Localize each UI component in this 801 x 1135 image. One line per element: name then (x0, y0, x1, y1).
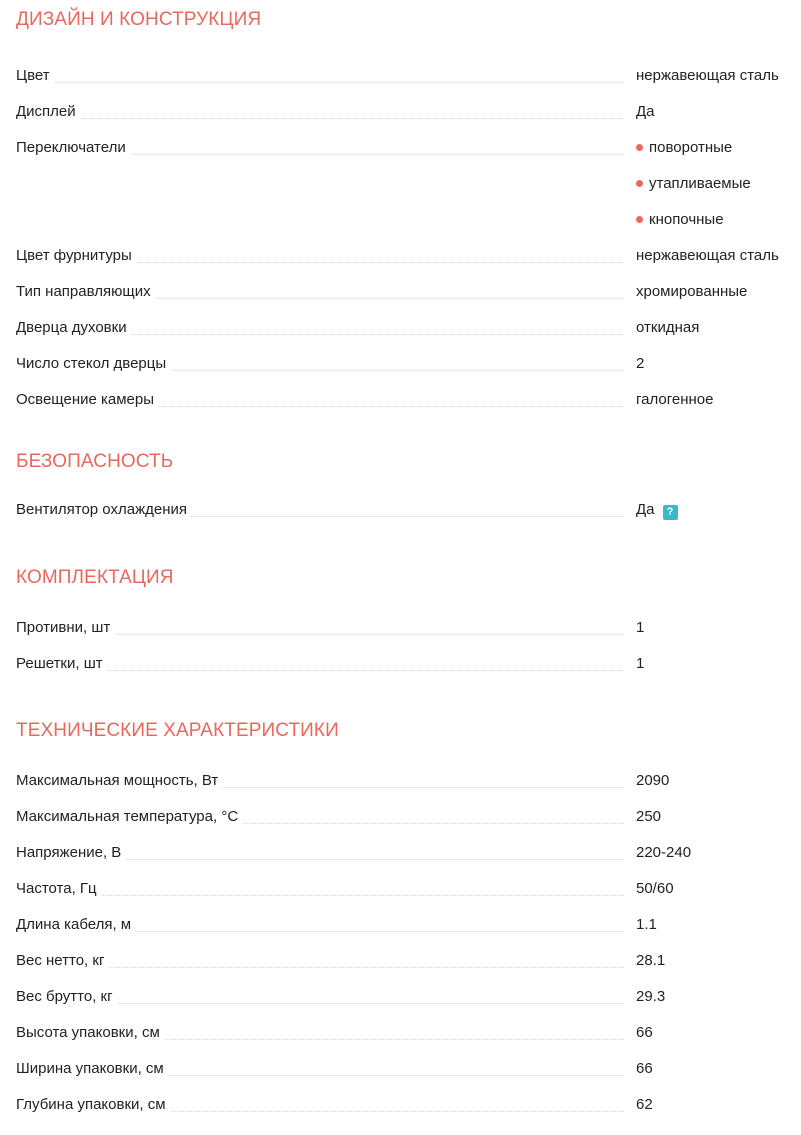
bullet-icon (636, 144, 643, 151)
switch-option (636, 166, 751, 202)
spec-label: Освещение камеры (16, 382, 158, 418)
spec-row-color (16, 58, 796, 94)
spec-label: Дисплей (16, 94, 80, 130)
spec-row-hardware (16, 238, 796, 274)
spec-value: откидная (636, 319, 700, 336)
spec-value: 28.1 (636, 952, 666, 969)
spec-label: Переключатели (16, 130, 130, 166)
spec-value: нержавеющая сталь (636, 67, 779, 84)
spec-value: 2 (636, 355, 645, 372)
spec-row-cable (16, 907, 796, 943)
spec-row-pack-width (16, 1051, 796, 1087)
spec-value: 1.1 (636, 916, 657, 933)
spec-label: Цвет фурнитуры (16, 238, 136, 274)
spec-row-power (16, 763, 796, 799)
spec-value: Да (636, 103, 655, 120)
spec-row-frequency (16, 871, 796, 907)
spec-value: 29.3 (636, 988, 666, 1005)
spec-label: Глубина упаковки, см (16, 1087, 170, 1123)
spec-row-net-weight (16, 943, 796, 979)
spec-value: 220-240 (636, 844, 692, 861)
section-title-tech: ТЕХНИЧЕСКИЕ ХАРАКТЕРИСТИКИ (16, 720, 339, 741)
spec-label: Противни, шт (16, 610, 114, 646)
spec-row-voltage (16, 835, 796, 871)
section-safety (16, 450, 796, 528)
spec-row-temp (16, 799, 796, 835)
section-title-safety: БЕЗОПАСНОСТЬ (16, 451, 174, 472)
spec-row-pack-depth (16, 1087, 796, 1123)
spec-row-door (16, 310, 796, 346)
spec-row-display (16, 94, 796, 130)
spec-value: 1 (636, 619, 645, 636)
spec-value: 66 (636, 1024, 653, 1041)
spec-value: 1 (636, 655, 645, 672)
spec-label: Вентилятор охлаждения (16, 492, 191, 528)
bullet-icon (636, 180, 643, 187)
spec-label: Вес брутто, кг (16, 979, 117, 1015)
spec-label: Напряжение, В (16, 835, 125, 871)
spec-label: Число стекол дверцы (16, 346, 170, 382)
spec-value: хромированные (636, 283, 748, 300)
dotted-leader (16, 82, 624, 83)
spec-row-fan (16, 492, 796, 528)
spec-value: нержавеющая сталь (636, 247, 779, 264)
spec-value: 66 (636, 1060, 653, 1077)
spec-value: 50/60 (636, 880, 674, 897)
spec-label: Длина кабеля, м (16, 907, 135, 943)
spec-label: Вес нетто, кг (16, 943, 108, 979)
spec-value-text: Да (636, 501, 655, 518)
switch-option (636, 202, 724, 238)
spec-label: Цвет (16, 58, 54, 94)
spec-label: Высота упаковки, см (16, 1015, 164, 1051)
spec-value: 250 (636, 808, 662, 825)
section-title-kit: КОМПЛЕКТАЦИЯ (16, 567, 174, 588)
bullet-icon (636, 216, 643, 223)
section-design (16, 8, 796, 418)
spec-row-pack-height (16, 1015, 796, 1051)
spec-label: Дверца духовки (16, 310, 131, 346)
spec-row-trays (16, 610, 796, 646)
spec-row-racks (16, 646, 796, 682)
section-tech (16, 719, 796, 1123)
spec-label: Решетки, шт (16, 646, 107, 682)
spec-value (636, 492, 678, 528)
dotted-leader (16, 670, 624, 671)
switch-option-label: утапливаемые (649, 175, 751, 192)
spec-label: Частота, Гц (16, 871, 101, 907)
help-icon[interactable]: ? (663, 505, 678, 520)
spec-value: 2090 (636, 772, 670, 789)
dotted-leader (16, 118, 624, 119)
spec-row-rails (16, 274, 796, 310)
switch-option (636, 130, 732, 166)
spec-label: Максимальная мощность, Вт (16, 763, 222, 799)
spec-value: галогенное (636, 391, 714, 408)
spec-row-switches-cont (16, 166, 796, 202)
spec-row-light (16, 382, 796, 418)
spec-value: 62 (636, 1096, 653, 1113)
spec-label: Тип направляющих (16, 274, 155, 310)
section-kit (16, 566, 796, 682)
dotted-leader (16, 895, 624, 896)
spec-row-glass (16, 346, 796, 382)
section-title-design: ДИЗАЙН И КОНСТРУКЦИЯ (16, 9, 262, 30)
spec-label: Максимальная температура, °C (16, 799, 242, 835)
spec-label: Ширина упаковки, см (16, 1051, 168, 1087)
switch-option-label: кнопочные (649, 211, 724, 228)
switch-option-label: поворотные (649, 139, 733, 156)
spec-row-switches-cont (16, 202, 796, 238)
spec-row-gross-weight (16, 979, 796, 1015)
spec-row-switches (16, 130, 796, 166)
